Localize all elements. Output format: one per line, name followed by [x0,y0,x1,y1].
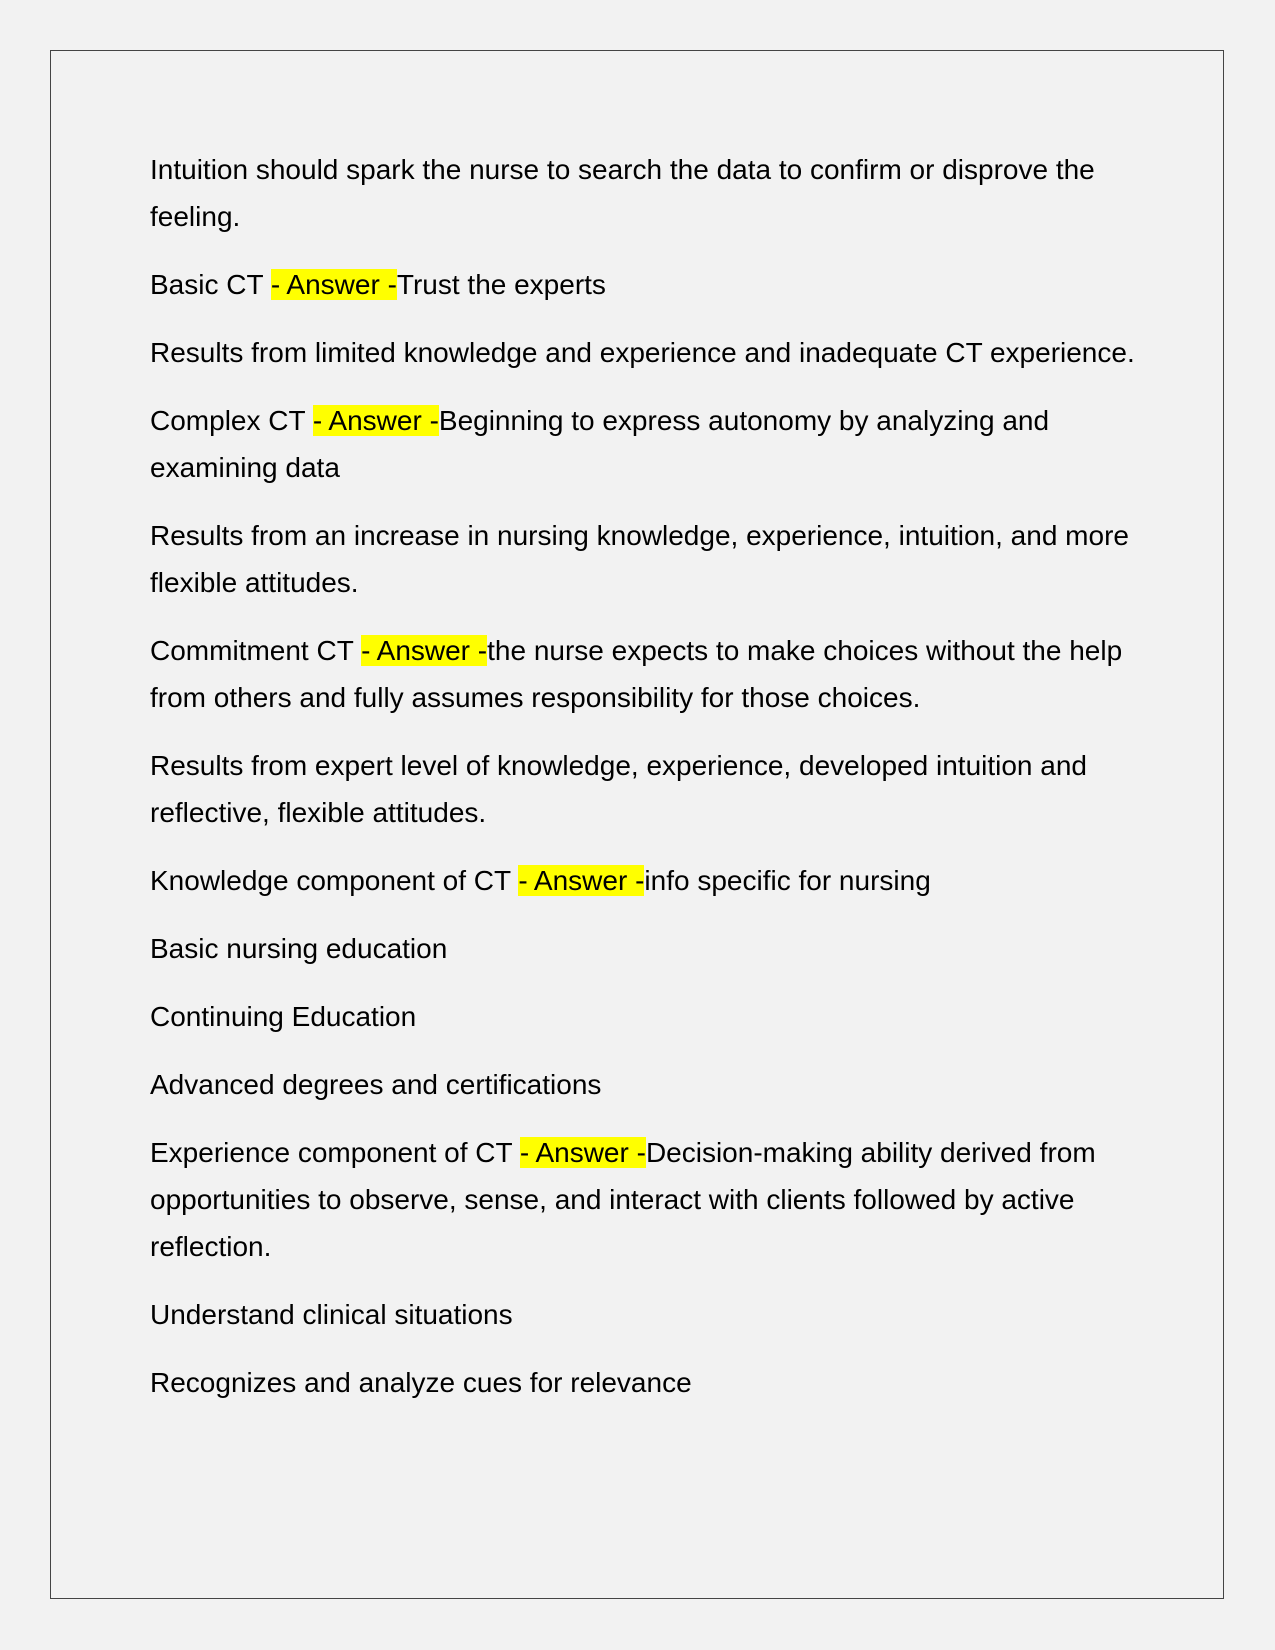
paragraph [150,1129,1140,1270]
paragraph [150,146,1140,240]
paragraph-text: Understand clinical situations [150,1299,513,1330]
paragraph-text: Continuing Education [150,1001,417,1032]
answer-highlight: - Answer - [361,635,488,666]
paragraph [150,1061,1140,1108]
paragraph-text: Results from expert level of knowledge, experience, developed intuition and reflective, flexible attitudes. [150,750,1088,828]
paragraph-text: Advanced degrees and certifications [150,1069,602,1100]
definition-text: the nurse expects to make choices without the help from others and fully assumes responsibility for those choices. [150,635,1123,713]
term-text: Experience component of CT [150,1137,520,1168]
answer-highlight: - Answer - [519,1137,646,1168]
paragraph [150,512,1140,606]
paragraph [150,857,1140,904]
term-text: Knowledge component of CT [150,865,519,896]
answer-highlight: - Answer - [312,405,439,436]
paragraph-text: Results from an increase in nursing knowledge, experience, intuition, and more flexible attitudes. [150,520,1129,598]
answer-highlight: - Answer - [270,269,397,300]
definition-text: Beginning to express autonomy by analyzing and examining data [150,405,1050,483]
definition-text: info specific for nursing [644,865,931,896]
paragraph [150,397,1140,491]
document-body [150,146,1140,1427]
paragraph-text: Recognizes and analyze cues for relevance [150,1367,692,1398]
definition-text: Decision-making ability derived from opportunities to observe, sense, and interact with clients followed by active reflection. [150,1137,1096,1262]
term-text: Commitment CT [150,635,362,666]
paragraph [150,925,1140,972]
paragraph [150,261,1140,308]
paragraph [150,627,1140,721]
term-text: Basic CT [150,269,271,300]
paragraph [150,1291,1140,1338]
paragraph [150,742,1140,836]
paragraph-text: Basic nursing education [150,933,448,964]
paragraph-text: Results from limited knowledge and experience and inadequate CT experience. [150,337,1135,368]
paragraph [150,993,1140,1040]
term-text: Complex CT [150,405,313,436]
paragraph [150,1359,1140,1406]
paragraph [150,329,1140,376]
paragraph-text: Intuition should spark the nurse to search the data to confirm or disprove the feeling. [150,154,1095,232]
definition-text: Trust the experts [396,269,606,300]
answer-highlight: - Answer - [518,865,645,896]
